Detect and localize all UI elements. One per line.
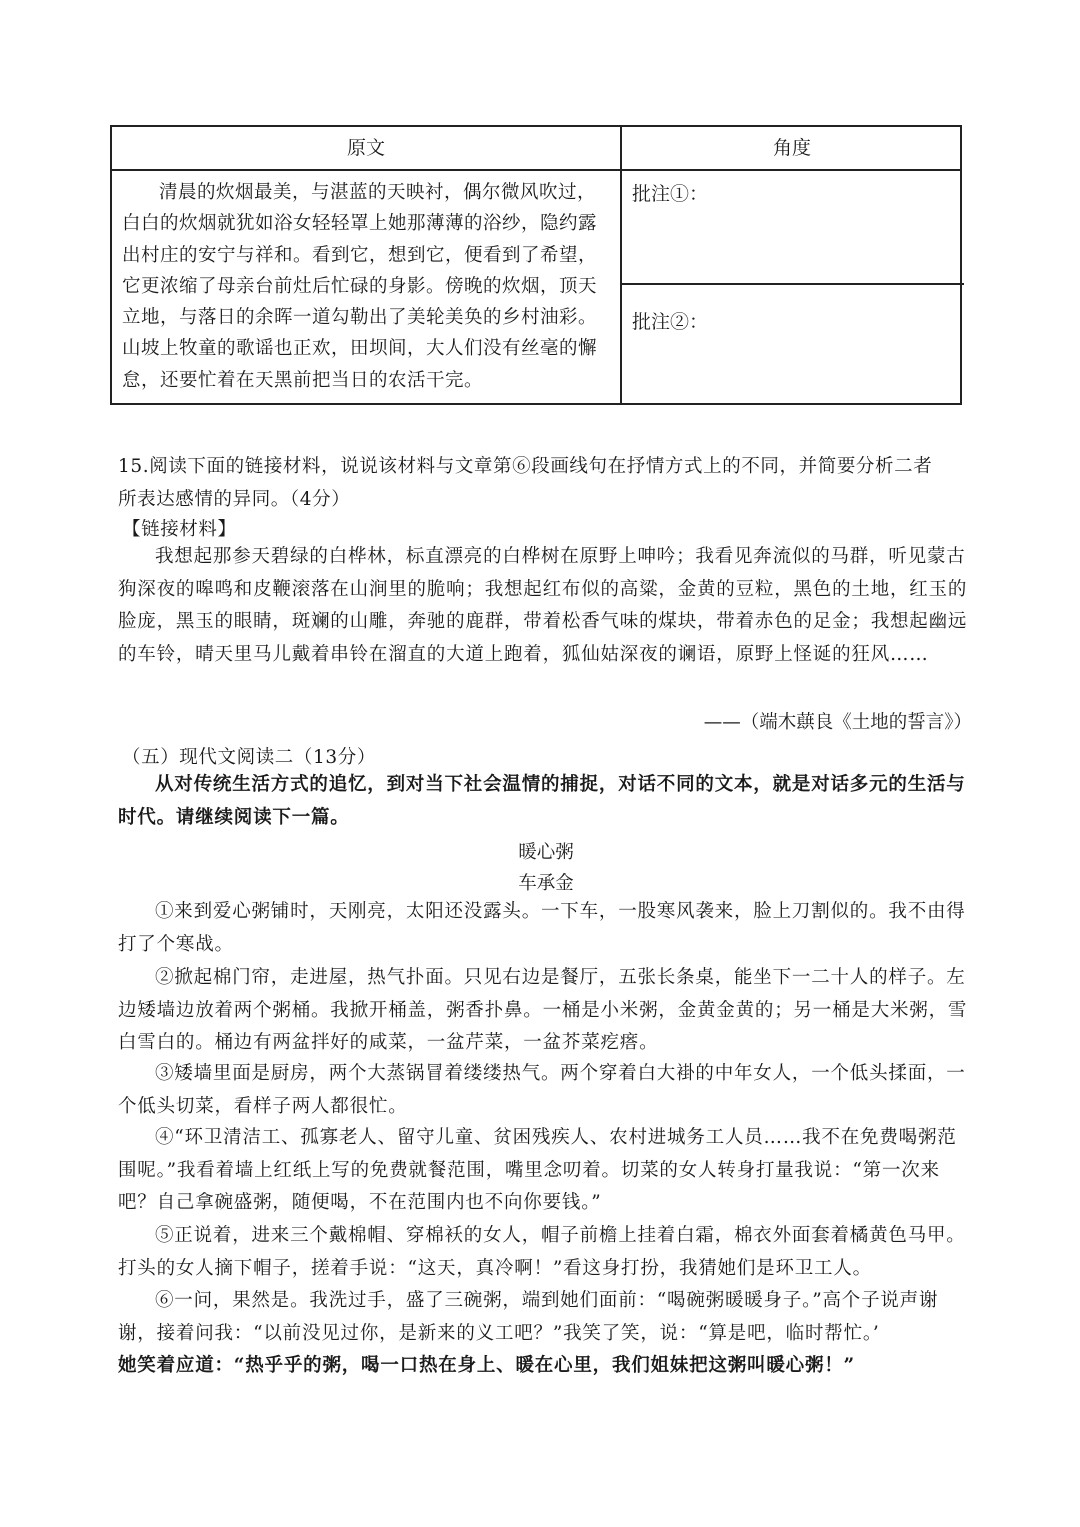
paragraph-1: ①来到爱心粥铺时，天刚亮，太阳还没露头。一下车，一股寒风袭来，脸上刀割似的。我不由得打了个寒战。 [118, 901, 966, 955]
section-5-intro: 从对传统生活方式的追忆，到对当下社会温情的捕捉，对话不同的文本，就是对话多元的生活与时代。请继续阅读下一篇。 [118, 774, 966, 828]
article-author: 车承金 [518, 873, 574, 894]
question-15-line2: 所表达感情的异同。（4分） [118, 489, 351, 510]
material-source: ——（端木蕻良《土地的誓言》） [703, 712, 972, 733]
annotation-2: 批注②： [632, 311, 709, 333]
paragraph-3: ③矮墙里面是厨房，两个大蒸锅冒着缕缕热气。两个穿着白大褂的中年女人，一个低头揉面，一个低头切菜，看样子两人都很忙。 [118, 1063, 966, 1117]
link-material-label: 【链接材料】 [122, 519, 237, 540]
paragraph-6: ⑥一问，果然是。我洗过手，盛了三碗粥，端到她们面前：“喝碗粥暖暖身子。”高个子说声谢谢，接着问我：“以前没见过你，是新来的义工吧？”我笑了笑，说：“算是吧，临时帮忙。’ [118, 1290, 939, 1344]
header-original: 原文 [346, 137, 385, 159]
paragraph-6-underlined-sentence: 她笑着应道：“热乎乎的粥，喝一口热在身上、暖在心里，我们姐妹把这粥叫暖心粥！” [118, 1355, 855, 1376]
section-5-heading: （五）现代文阅读二（13分） [122, 747, 376, 768]
article-title: 暖心粥 [518, 842, 574, 863]
link-material-text: 我想起那参天碧绿的白桦林，标直漂亮的白桦树在原野上呻吟；我看见奔流似的马群，听见蒙古狗深夜的嗥鸣和皮鞭滚落在山涧里的脆响；我想起红布似的高粱，金黄的豆粒，黑色的土地，红玉的脸庞，黑玉的眼睛，斑斓的山雕，奔驰的鹿群，带着松香气味的煤块，带着赤色的足金；我想起幽远的车铃，晴天里马儿戴着串铃在溜直的大道上跑着，狐仙姑深夜的谰语，原野上怪诞的狂风…… [118, 546, 968, 665]
header-angle: 角度 [772, 137, 811, 159]
paragraph-4: ④“环卫清洁工、孤寡老人、留守儿童、贫困残疾人、农村进城务工人员……我不在免费喝粥范围呢。”我看着墙上红纸上写的免费就餐范围，嘴里念叨着。切菜的女人转身打量我说：“第一次来吧？自己拿碗盛粥，随便喝，不在范围内也不向你要钱。” [118, 1127, 957, 1213]
original-text: 清晨的炊烟最美，与湛蓝的天映衬，偶尔微风吹过，白白的炊烟就犹如浴女轻轻罩上她那薄薄的浴纱，隐约露出村庄的安宁与祥和。看到它，想到它，便看到了希望，它更浓缩了母亲台前灶后忙碌的身影。傍晚的炊烟，顶天立地，与落日的余晖一道勾勒出了美轮美奂的乡村油彩。山坡上牧童的歌谣也正欢，田坝间，大人们没有丝毫的懈怠，还要忙着在天黑前把当日的农活干完。 [122, 182, 598, 391]
paragraph-5: ⑤正说着，进来三个戴棉帽、穿棉袄的女人，帽子前檐上挂着白霜，棉衣外面套着橘黄色马甲。打头的女人摘下帽子，搓着手说：“这天，真冷啊！”看这身打扮，我猜她们是环卫工人。 [118, 1225, 966, 1279]
paragraph-2: ②掀起棉门帘，走进屋，热气扑面。只见右边是餐厅，五张长条桌，能坐下一二十人的样子。左边矮墙边放着两个粥桶。我掀开桶盖，粥香扑鼻。一桶是小米粥，金黄金黄的；另一桶是大米粥，雪白雪白的。桶边有两盆拌好的咸菜，一盆芹菜，一盆芥菜疙瘩。 [118, 967, 968, 1053]
table-divider [620, 127, 622, 403]
table-row-divider [622, 283, 964, 285]
question-15-line1: 15.阅读下面的链接材料，说说该材料与文章第⑥段画线句在抒情方式上的不同，并简要分析二者 [118, 456, 933, 477]
annotation-table [110, 125, 962, 405]
annotation-1: 批注①： [632, 183, 709, 205]
